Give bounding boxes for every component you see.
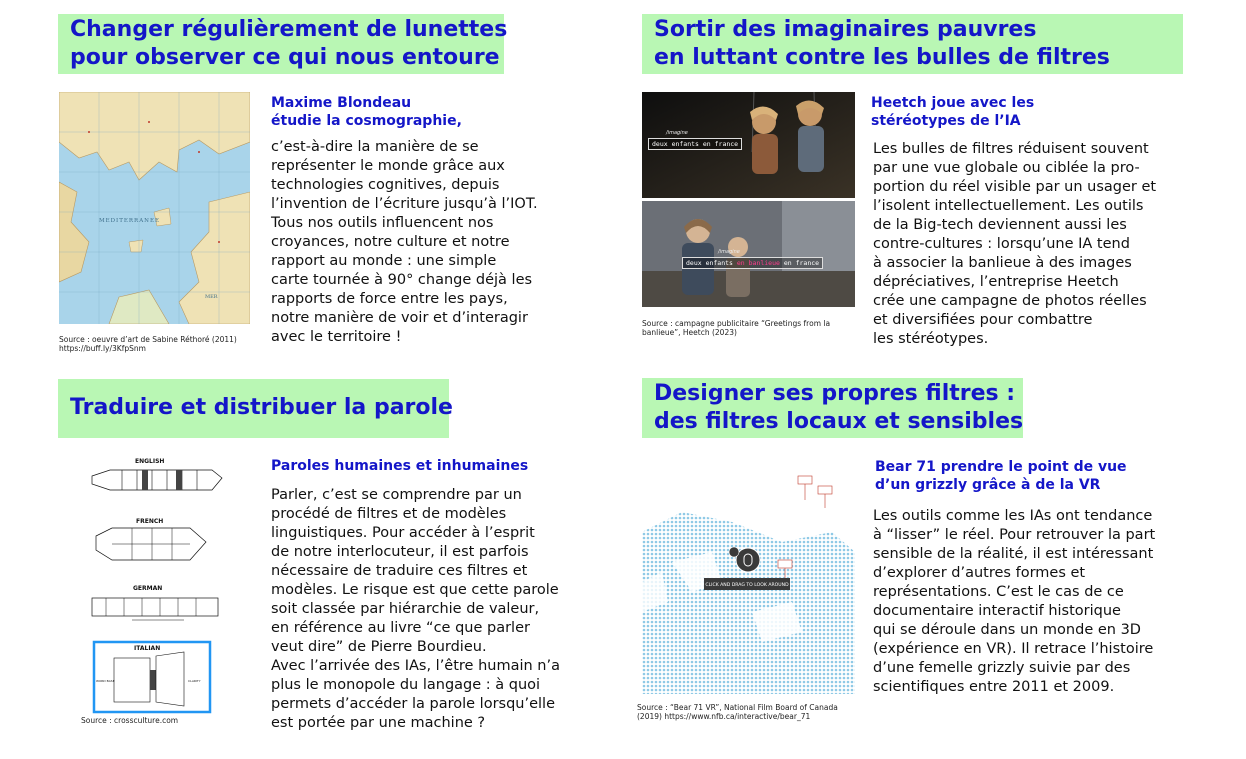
diagram-label-word-base: WORD BASE <box>96 679 115 683</box>
section-3-body <box>271 486 560 733</box>
body-line: de notre interlocuteur, il est parfois <box>271 544 529 560</box>
body-line: Les bulles de filtres réduisent souvent <box>873 141 1149 157</box>
body-line: les stéréotypes. <box>873 331 989 347</box>
body-line: par une vue globale ou ciblée la pro- <box>873 160 1140 176</box>
body-line: Les outils comme les IAs ont tendance <box>873 508 1153 524</box>
caption-line: Source : crossculture.com <box>81 716 179 725</box>
bear71-vr-scene <box>642 472 855 694</box>
body-line: carte tournée à 90° change déjà les <box>271 272 533 288</box>
body-line: veut dire” de Pierre Bourdieu. <box>271 639 487 655</box>
prompt-text: deux enfants en france <box>652 140 739 148</box>
prompt-label <box>648 138 742 150</box>
bear71-cta-label: CLICK AND DRAG TO LOOK AROUND <box>705 583 789 588</box>
caption-line: (2019) https://www.nfb.ca/interactive/bear_71 <box>637 712 811 721</box>
body-line: contre-cultures : lorsqu’une IA tend <box>873 236 1130 252</box>
body-line: l’invention de l’écriture jusqu’à l’IOT. <box>271 196 538 212</box>
subhead-line: Paroles humaines et inhumaines <box>271 458 529 474</box>
body-line: nécessaire de traduire ces filtres et <box>271 563 528 579</box>
body-line: et diversifiées pour combattre <box>873 312 1093 328</box>
caption-line: Source : campagne publicitaire “Greetings from la <box>642 319 831 328</box>
body-line: sensible de la réalité, il est intéressant <box>873 546 1154 562</box>
body-line: Avec l’arrivée des IAs, l’être humain n’a <box>271 658 560 674</box>
subhead-line: Heetch joue avec les <box>871 95 1035 111</box>
body-line: représentations. C’est le cas de ce <box>873 584 1124 600</box>
map-label-mer: MER <box>205 294 218 300</box>
body-line: notre manière de voir et d’interagir <box>271 310 528 326</box>
subhead-line: étudie la cosmographie, <box>271 113 462 129</box>
body-line: documentaire interactif historique <box>873 603 1121 619</box>
body-line: (expérience en VR). Il retrace l’histoire <box>873 641 1154 657</box>
prompt-highlight: en banlieue <box>736 259 780 267</box>
section-1-subhead <box>271 94 462 130</box>
body-line: représenter le monde grâce aux <box>271 158 505 174</box>
section-3-title <box>58 379 453 438</box>
body-line: à associer la banlieue à des images <box>873 255 1132 271</box>
body-line: croyances, notre culture et notre <box>271 234 510 250</box>
title-line: en luttant contre les bulles de filtres <box>654 45 1110 70</box>
body-line: scientifiques entre 2011 et 2009. <box>873 679 1115 695</box>
body-line: rapports de force entre les pays, <box>271 291 508 307</box>
section-3-subhead <box>271 457 528 475</box>
body-line: avec le territoire ! <box>271 329 402 345</box>
body-line: technologies cognitives, depuis <box>271 177 500 193</box>
prompt-label <box>682 257 823 269</box>
body-line: crée une campagne de photos réelles <box>873 293 1147 309</box>
section-4-title <box>642 378 1023 438</box>
imagine-brand-label: /imagine <box>666 130 688 136</box>
title-line: pour observer ce qui nous entoure <box>70 45 500 70</box>
body-line: dépréciatives, l’entreprise Heetch <box>873 274 1119 290</box>
figure-caption <box>81 716 178 725</box>
body-line: plus le monopole du langage : à quoi <box>271 677 541 693</box>
body-line: Parler, c’est se comprendre par un <box>271 487 522 503</box>
imagine-brand-label: /imagine <box>718 249 740 255</box>
section-2-body <box>873 140 1156 349</box>
title-line: Changer régulièrement de lunettes <box>70 17 508 42</box>
diagram-label-clarity: CLARITY <box>188 679 201 683</box>
body-line: l’isolent intellectuellement. Les outils <box>873 198 1144 214</box>
body-line: permets d’accéder la parole lorsqu’elle <box>271 696 555 712</box>
body-line: d’une femelle grizzly suivie par des <box>873 660 1131 676</box>
diagram-label-english: ENGLISH <box>135 458 165 465</box>
rotated-map-image <box>59 92 250 324</box>
body-line: portion du réel visible par un usager et <box>873 179 1157 195</box>
section-4-subhead <box>875 458 1127 494</box>
figure-caption <box>637 703 838 721</box>
map-label-mediterranee: MEDITERRANEE <box>99 218 161 224</box>
body-line: linguistiques. Pour accéder à l’esprit <box>271 525 535 541</box>
title-line: Traduire et distribuer la parole <box>70 395 453 420</box>
caption-line: Source : “Bear 71 VR”, National Film Board of Canada <box>637 703 838 712</box>
body-line: est portée par une machine ? <box>271 715 486 731</box>
body-line: d’explorer d’autres formes et <box>873 565 1086 581</box>
prompt-text: en france <box>779 259 820 267</box>
body-line: procédé de filtres et de modèles <box>271 506 507 522</box>
caption-line: banlieue”, Heetch (2023) <box>642 328 737 337</box>
section-1-body <box>271 138 538 347</box>
bear71-figure <box>642 472 855 694</box>
diagram-label-italian: ITALIAN <box>134 645 161 652</box>
body-line: Tous nos outils influencent nos <box>271 215 494 231</box>
language-diagram-figure <box>72 454 238 714</box>
language-filter-diagram <box>72 454 238 714</box>
body-line: en référence au livre “ce que parler <box>271 620 530 636</box>
subhead-line: d’un grizzly grâce à de la VR <box>875 477 1101 493</box>
subhead-line: Bear 71 prendre le point de vue <box>875 459 1127 475</box>
title-line: des filtres locaux et sensibles <box>654 409 1024 434</box>
heetch-photo-top <box>642 92 855 198</box>
body-line: à “lisser” le réel. Pour retrouver la part <box>873 527 1156 543</box>
title-line: Designer ses propres filtres : <box>654 381 1016 406</box>
section-2-subhead <box>871 94 1034 130</box>
caption-line: https://buff.ly/3KfpSnm <box>59 344 146 353</box>
body-line: c’est-à-dire la manière de se <box>271 139 479 155</box>
prompt-text: deux enfants <box>686 259 737 267</box>
diagram-label-french: FRENCH <box>136 518 164 525</box>
section-1-title <box>58 14 508 74</box>
subhead-line: stéréotypes de l’IA <box>871 113 1021 129</box>
diagram-label-german: GERMAN <box>133 585 163 592</box>
body-line: soit classée par hiérarchie de valeur, <box>271 601 540 617</box>
figure-caption <box>642 319 830 337</box>
section-2-title <box>642 14 1183 74</box>
body-line: qui se déroule dans un monde en 3D <box>873 622 1141 638</box>
figure-caption <box>59 335 237 353</box>
body-line: modèles. Le risque est que cette parole <box>271 582 559 598</box>
heetch-photo-bottom <box>642 201 855 307</box>
map-figure <box>59 92 250 324</box>
title-line: Sortir des imaginaires pauvres <box>654 17 1037 42</box>
children-banlieue-photo <box>642 201 855 307</box>
caption-line: Source : oeuvre d’art de Sabine Réthoré (2011) <box>59 335 237 344</box>
subhead-line: Maxime Blondeau <box>271 95 412 111</box>
body-line: rapport au monde : une simple <box>271 253 497 269</box>
body-line: de la Big-tech deviennent aussi les <box>873 217 1127 233</box>
section-4-body <box>873 507 1155 697</box>
